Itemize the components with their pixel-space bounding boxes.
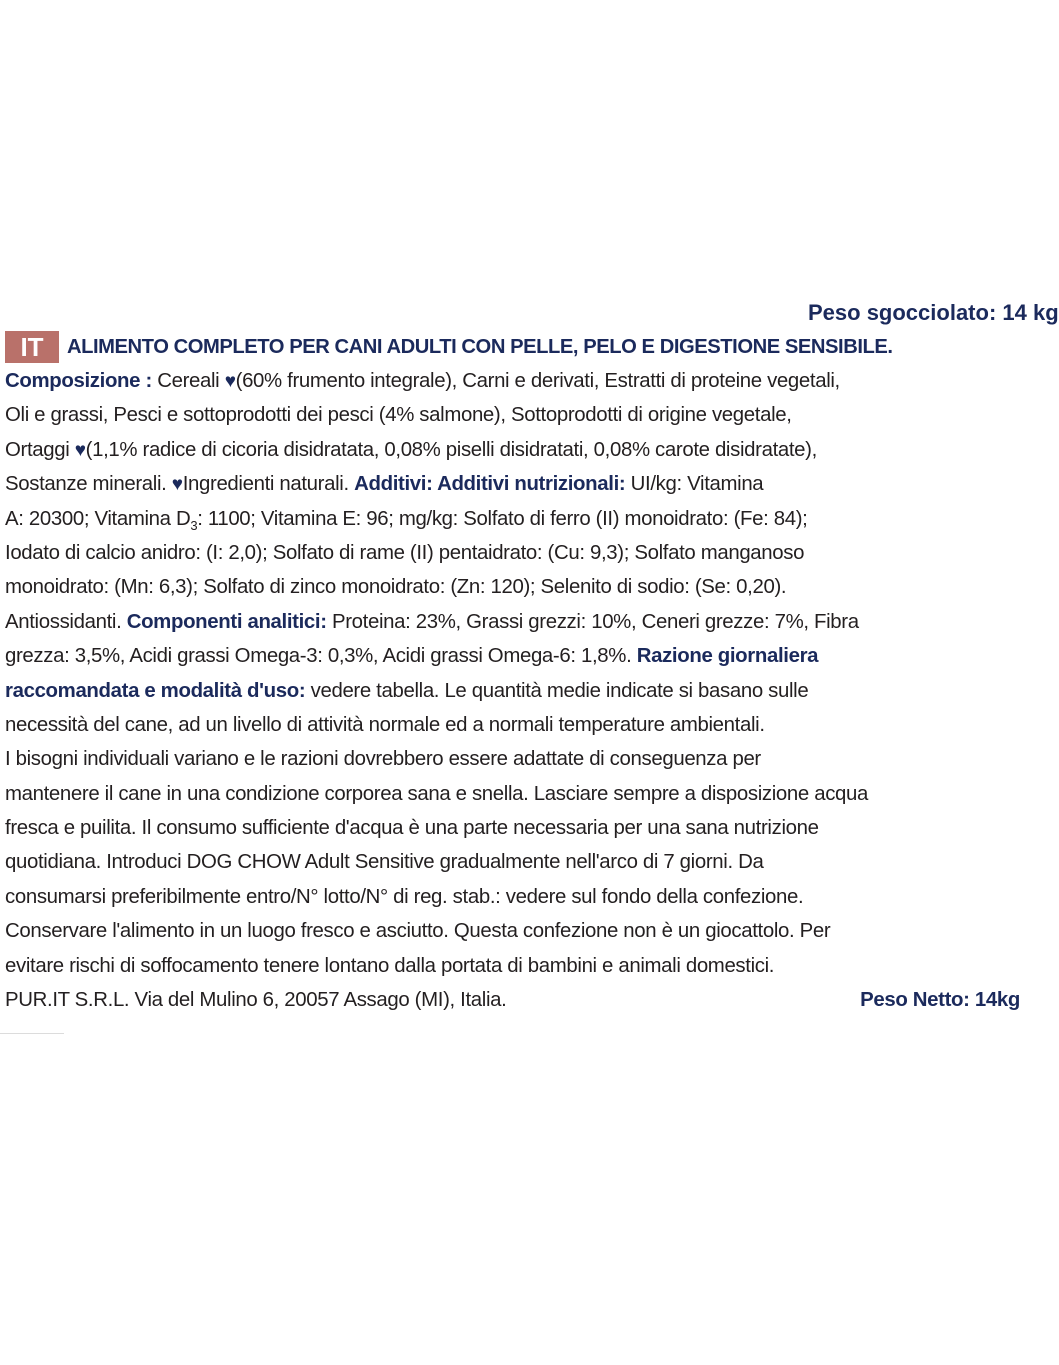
heart-icon: ♥ bbox=[74, 439, 86, 461]
label-line-3: Ortaggi ♥(1,1% radice di cicoria disidratata, 0,08% piselli disidratati, 0,08% carote disidratate), bbox=[5, 438, 817, 461]
label-line-12: I bisogni individuali variano e le razioni dovrebbero essere adattate di conseguenza per bbox=[5, 748, 761, 771]
label-line-13: mantenere il cane in una condizione corporea sana e snella. Lasciare sempre a disposizione acqua bbox=[5, 782, 869, 805]
label-line-14: fresca e puilita. Il consumo sufficiente d'acqua è una parte necessaria per una sana nutrizione bbox=[5, 817, 819, 840]
label-header bbox=[5, 330, 1020, 364]
heart-icon: ♥ bbox=[224, 371, 236, 392]
manufacturer-address: PUR.IT S.R.L. Via del Mulino 6, 20057 Assago (MI), Italia. bbox=[5, 989, 507, 1012]
divider bbox=[0, 1033, 64, 1034]
label-line-10: raccomandata e modalità d'uso: vedere tabella. Le quantità medie indicate si basano sulle bbox=[5, 679, 809, 702]
label-line-4: Sostanze minerali. ♥Ingredienti naturali. Additivi: Additivi nutrizionali: UI/kg: Vitamina bbox=[5, 473, 764, 496]
label-line-2: Oli e grassi, Pesci e sottoprodotti dei pesci (4% salmone), Sottoprodotti di origine vegetale, bbox=[5, 404, 792, 427]
label-line-8: Antiossidanti. Componenti analitici: Proteina: 23%, Grassi grezzi: 10%, Ceneri grezze: 7%, Fibra bbox=[5, 610, 859, 633]
product-label bbox=[5, 330, 1020, 1017]
net-weight: Peso Netto: 14kg bbox=[860, 989, 1020, 1012]
label-line-9: grezza: 3,5%, Acidi grassi Omega-3: 0,3%, Acidi grassi Omega-6: 1,8%. Razione giornaliera bbox=[5, 645, 819, 668]
label-line-7: monoidrato: (Mn: 6,3); Solfato di zinco monoidrato: (Zn: 120); Selenito di sodio: (Se: 0,20). bbox=[5, 576, 787, 599]
label-line-1: Composizione : Cereali ♥(60% frumento integrale), Carni e derivati, Estratti di proteine vegetali, bbox=[5, 370, 840, 392]
label-line-16: consumarsi preferibilmente entro/N° lotto/N° di reg. stab.: vedere sul fondo della confezione. bbox=[5, 885, 804, 908]
heart-icon: ♥ bbox=[171, 474, 183, 496]
label-line-6: Iodato di calcio anidro: (I: 2,0); Solfato di rame (II) pentaidrato: (Cu: 9,3); Solfato manganoso bbox=[5, 541, 805, 564]
label-line-15: quotidiana. Introduci DOG CHOW Adult Sensitive gradualmente nell'arco di 7 giorni. Da bbox=[5, 851, 764, 874]
label-line-5: A: 20300; Vitamina $D_3$: 1100; Vitamina E: 96; mg/kg: Solfato di ferro (II) monoidrato: (Fe: 84); bbox=[5, 507, 808, 533]
label-line-19 bbox=[5, 983, 1020, 1017]
label-line-11: necessità del cane, ad un livello di attività normale ed a normali temperature ambientali. bbox=[5, 713, 765, 736]
language-badge: IT bbox=[5, 331, 59, 363]
product-title: ALIMENTO COMPLETO PER CANI ADULTI CON PELLE, PELO E DIGESTIONE SENSIBILE. bbox=[67, 335, 893, 358]
label-line-18: evitare rischi di soffocamento tenere lontano dalla portata di bambini e animali domestici. bbox=[5, 954, 775, 977]
cropped-weight-text: Peso sgocciolato: 14 kg bbox=[808, 300, 1059, 325]
label-line-17: Conservare l'alimento in un luogo fresco e asciutto. Questa confezione non è un giocattolo. Per bbox=[5, 920, 831, 943]
